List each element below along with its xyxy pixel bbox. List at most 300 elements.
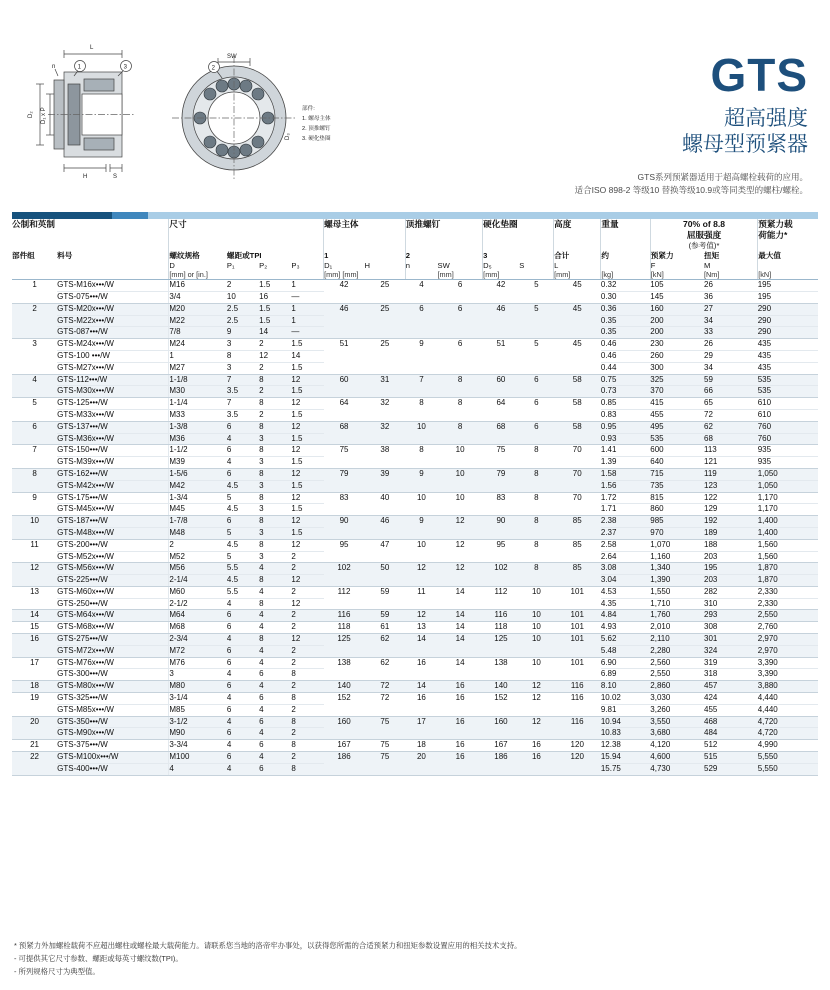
cell-p1: 6 xyxy=(227,445,259,457)
cell-part-no: GTS-M16x•••/W xyxy=(57,280,169,292)
cell-part-no: GTS-087•••/W xyxy=(57,327,169,339)
cell-torque: 195 xyxy=(704,563,758,575)
table-row[interactable] xyxy=(12,586,818,598)
table-row[interactable] xyxy=(12,303,818,315)
svg-text:2: 2 xyxy=(211,65,215,72)
cell-part-group: 22 xyxy=(12,752,57,776)
cell-ds: 118 xyxy=(483,622,520,634)
cell-p2: 6 xyxy=(259,763,291,775)
cell-l: 45 xyxy=(554,303,601,338)
cell-part-no: GTS-M100x•••/W xyxy=(57,752,169,764)
cell-sw: 14 xyxy=(438,622,483,634)
cell-p2: 3 xyxy=(259,527,291,539)
cell-torque: 512 xyxy=(704,740,758,752)
cell-torque: 310 xyxy=(704,598,758,610)
cell-preload-force: 495 xyxy=(650,421,704,433)
cell-max-preload: 935 xyxy=(758,457,818,469)
cell-d1: 160 xyxy=(324,716,365,740)
cell-part-no: GTS-M60x•••/W xyxy=(57,586,169,598)
cell-p3: 1.5 xyxy=(291,386,323,398)
cell-d1: 118 xyxy=(324,622,365,634)
cell-n: 7 xyxy=(405,374,437,398)
cell-thread-spec: M20 xyxy=(169,303,227,315)
cell-n: 10 xyxy=(405,539,437,563)
cell-l: 120 xyxy=(554,752,601,776)
svg-text:1: 1 xyxy=(77,64,81,71)
cell-max-preload: 4,440 xyxy=(758,693,818,705)
cell-part-no: GTS-325•••/W xyxy=(57,693,169,705)
svg-text:部件:: 部件: xyxy=(302,106,315,112)
cell-p3: — xyxy=(291,327,323,339)
cell-p2: 4 xyxy=(259,610,291,622)
cell-preload-force: 415 xyxy=(650,398,704,410)
cell-s: 8 xyxy=(519,445,553,469)
cell-preload-force: 1,390 xyxy=(650,575,704,587)
cell-p1: 7 xyxy=(227,374,259,386)
table-row[interactable] xyxy=(12,539,818,551)
cell-torque: 59 xyxy=(704,374,758,386)
footnote-2: - 可提供其它尺寸参数、螺距或每英寸螺纹数(TPI)。 xyxy=(14,954,183,964)
cell-torque: 113 xyxy=(704,445,758,457)
cell-thread-spec: 3 xyxy=(169,669,227,681)
cell-thread-spec: M60 xyxy=(169,586,227,598)
unit-kn: [kN] xyxy=(650,270,704,280)
table-row[interactable] xyxy=(12,280,818,292)
unit-ds-s: [mm] xyxy=(483,270,554,280)
cell-preload-force: 2,550 xyxy=(650,669,704,681)
cell-p3: 1.5 xyxy=(291,433,323,445)
cell-h: 72 xyxy=(364,681,405,693)
cell-ds: 95 xyxy=(483,539,520,563)
cell-n: 10 xyxy=(405,492,437,516)
table-row[interactable] xyxy=(12,398,818,410)
cell-l: 45 xyxy=(554,339,601,374)
cell-ds: 90 xyxy=(483,516,520,540)
symbol-l: L xyxy=(554,261,601,270)
cell-part-no: GTS-M90x•••/W xyxy=(57,728,169,740)
cell-torque: 123 xyxy=(704,480,758,492)
cell-part-group: 19 xyxy=(12,693,57,717)
table-symbol-row xyxy=(12,261,818,270)
cell-part-group: 7 xyxy=(12,445,57,469)
cell-p3: 2 xyxy=(291,610,323,622)
table-row[interactable] xyxy=(12,374,818,386)
cell-d1: 152 xyxy=(324,693,365,717)
cell-p2: 6 xyxy=(259,693,291,705)
cell-ds: 42 xyxy=(483,280,520,304)
cell-torque: 36 xyxy=(704,291,758,303)
cell-n: 16 xyxy=(405,657,437,681)
cell-preload-force: 815 xyxy=(650,492,704,504)
cell-torque: 66 xyxy=(704,386,758,398)
cell-preload-force: 1,710 xyxy=(650,598,704,610)
cell-sw: 16 xyxy=(438,752,483,776)
cell-l: 85 xyxy=(554,539,601,563)
cell-thread-spec: M39 xyxy=(169,457,227,469)
cell-part-group: 21 xyxy=(12,740,57,752)
cell-part-no: GTS-200•••/W xyxy=(57,539,169,551)
cell-p2: 3 xyxy=(259,457,291,469)
cell-max-preload: 3,390 xyxy=(758,657,818,669)
cell-h: 25 xyxy=(364,303,405,338)
cell-thread-spec: M16 xyxy=(169,280,227,292)
table-body xyxy=(12,280,818,775)
header-strength-line3: (参考值)* xyxy=(688,241,720,251)
cell-d1: 140 xyxy=(324,681,365,693)
cell-part-no: GTS-M80x•••/W xyxy=(57,681,169,693)
cell-n: 8 xyxy=(405,445,437,469)
cell-n: 13 xyxy=(405,622,437,634)
cell-part-no: GTS-100 •••/W xyxy=(57,350,169,362)
cell-p2: 8 xyxy=(259,598,291,610)
cell-p2: 8 xyxy=(259,398,291,410)
cell-preload-force: 535 xyxy=(650,433,704,445)
product-description-1: GTS系列预紧器适用于超高螺栓载荷的应用。 xyxy=(637,171,808,182)
table-row[interactable] xyxy=(12,339,818,351)
cell-d1: 138 xyxy=(324,657,365,681)
cell-s: 8 xyxy=(519,468,553,492)
cell-d1: 75 xyxy=(324,445,365,469)
cell-preload-force: 3,030 xyxy=(650,693,704,705)
cell-p1: 4.5 xyxy=(227,480,259,492)
cell-p1: 6 xyxy=(227,468,259,480)
cell-ds: 60 xyxy=(483,374,520,398)
cell-p2: 2 xyxy=(259,339,291,351)
svg-text:H: H xyxy=(83,174,88,180)
cell-p1: 4.5 xyxy=(227,539,259,551)
cell-max-preload: 435 xyxy=(758,350,818,362)
cell-part-no: GTS-300•••/W xyxy=(57,669,169,681)
cell-preload-force: 4,600 xyxy=(650,752,704,764)
cell-weight: 9.81 xyxy=(601,704,650,716)
cell-p3: 12 xyxy=(291,634,323,646)
cell-d1: 68 xyxy=(324,421,365,445)
cell-sw: 6 xyxy=(438,339,483,374)
table-row[interactable] xyxy=(12,740,818,752)
cell-l: 101 xyxy=(554,610,601,622)
cell-p1: 5 xyxy=(227,551,259,563)
symbol-n: n xyxy=(405,261,437,270)
cell-preload-force: 230 xyxy=(650,339,704,351)
cell-ds: 152 xyxy=(483,693,520,717)
cell-max-preload: 290 xyxy=(758,315,818,327)
cell-weight: 15.94 xyxy=(601,752,650,764)
cell-torque: 203 xyxy=(704,551,758,563)
subheader-thread-spec: 螺纹规格 xyxy=(169,251,227,260)
cell-ds: 160 xyxy=(483,716,520,740)
cell-thread-spec: M80 xyxy=(169,681,227,693)
cell-thread-spec: 3/4 xyxy=(169,291,227,303)
cell-part-group: 16 xyxy=(12,634,57,658)
table-sub-header-row xyxy=(12,251,818,260)
cell-torque: 65 xyxy=(704,398,758,410)
table-row[interactable] xyxy=(12,610,818,622)
cell-part-no: GTS-112•••/W xyxy=(57,374,169,386)
cell-p1: 7 xyxy=(227,398,259,410)
cell-p3: 12 xyxy=(291,421,323,433)
cell-torque: 192 xyxy=(704,516,758,528)
cell-torque: 34 xyxy=(704,362,758,374)
cell-sw: 8 xyxy=(438,398,483,422)
table-row[interactable] xyxy=(12,622,818,634)
cell-p3: 12 xyxy=(291,575,323,587)
cell-n: 9 xyxy=(405,468,437,492)
accent-bar xyxy=(12,212,818,219)
cell-s: 6 xyxy=(519,398,553,422)
svg-text:1. 螺母主体: 1. 螺母主体 xyxy=(302,116,331,122)
cell-max-preload: 435 xyxy=(758,339,818,351)
product-title: GTS xyxy=(710,49,808,101)
cell-thread-spec: M45 xyxy=(169,504,227,516)
cell-part-no: GTS-M52x•••/W xyxy=(57,551,169,563)
cell-sw: 6 xyxy=(438,280,483,304)
cell-p2: 8 xyxy=(259,575,291,587)
cell-l: 101 xyxy=(554,634,601,658)
symbol-sw: SW xyxy=(437,260,450,270)
cell-l: 120 xyxy=(554,740,601,752)
cell-preload-force: 200 xyxy=(650,327,704,339)
cell-p1: 2 xyxy=(227,280,259,292)
product-subtitle-2: 螺母型预紧器 xyxy=(682,133,808,157)
cell-thread-spec: M36 xyxy=(169,433,227,445)
cell-weight: 0.32 xyxy=(601,280,650,292)
cell-part-no: GTS-M39x•••/W xyxy=(57,457,169,469)
cell-n: 12 xyxy=(405,563,437,587)
cell-torque: 72 xyxy=(704,409,758,421)
cell-torque: 34 xyxy=(704,315,758,327)
cell-torque: 33 xyxy=(704,327,758,339)
cell-p1: 4 xyxy=(227,740,259,752)
cell-h: 25 xyxy=(364,280,405,304)
symbol-ds: D₅ xyxy=(483,261,520,270)
cell-thread-spec: 2-1/4 xyxy=(169,575,227,587)
cell-p1: 4 xyxy=(227,598,259,610)
cell-p3: 1.5 xyxy=(291,409,323,421)
cell-preload-force: 4,730 xyxy=(650,763,704,775)
table-row[interactable] xyxy=(12,693,818,705)
cell-p3: — xyxy=(291,291,323,303)
table-row[interactable] xyxy=(12,681,818,693)
cell-max-preload: 935 xyxy=(758,445,818,457)
cell-weight: 3.04 xyxy=(601,575,650,587)
cell-max-preload: 535 xyxy=(758,374,818,386)
cell-p2: 1.5 xyxy=(259,280,291,292)
cell-p2: 4 xyxy=(259,622,291,634)
cell-p1: 4 xyxy=(227,433,259,445)
cell-p2: 8 xyxy=(259,374,291,386)
table-row[interactable] xyxy=(12,492,818,504)
cell-max-preload: 535 xyxy=(758,386,818,398)
header-metric-imperial: 公制和英制 xyxy=(12,219,55,229)
cell-sw: 12 xyxy=(438,539,483,563)
cell-d1: 125 xyxy=(324,634,365,658)
cell-part-group: 14 xyxy=(12,610,57,622)
cell-max-preload: 1,870 xyxy=(758,575,818,587)
table-row[interactable] xyxy=(12,516,818,528)
svg-text:S: S xyxy=(113,174,118,180)
cell-part-group: 18 xyxy=(12,681,57,693)
header-strength xyxy=(650,219,757,251)
cell-torque: 319 xyxy=(704,657,758,669)
table-group-header-row xyxy=(12,219,818,251)
cell-p2: 4 xyxy=(259,645,291,657)
cell-torque: 455 xyxy=(704,704,758,716)
cell-sw: 14 xyxy=(438,610,483,622)
cell-s: 12 xyxy=(519,693,553,717)
cell-h: 72 xyxy=(364,693,405,717)
table-row[interactable] xyxy=(12,716,818,728)
cell-part-no: GTS-275•••/W xyxy=(57,634,169,646)
table-row[interactable] xyxy=(12,752,818,764)
cell-part-no: GTS-M36x•••/W xyxy=(57,433,169,445)
cell-preload-force: 2,560 xyxy=(650,657,704,669)
header-height: 高度 xyxy=(554,219,601,251)
cell-l: 85 xyxy=(554,563,601,587)
cell-p2: 4 xyxy=(259,704,291,716)
subheader-torque: 扭矩 xyxy=(704,251,720,261)
cell-p2: 6 xyxy=(259,669,291,681)
cell-sw: 8 xyxy=(438,374,483,398)
cell-max-preload: 195 xyxy=(758,280,818,292)
cell-part-group: 9 xyxy=(12,492,57,516)
table-row[interactable] xyxy=(12,468,818,480)
cell-thread-spec: 3-1/4 xyxy=(169,693,227,705)
cell-preload-force: 735 xyxy=(650,480,704,492)
cell-part-no: GTS-M56x•••/W xyxy=(57,563,169,575)
cell-p2: 2 xyxy=(259,409,291,421)
cell-torque: 121 xyxy=(704,457,758,469)
cell-part-group: 13 xyxy=(12,586,57,610)
cell-p3: 1.5 xyxy=(291,457,323,469)
cell-p1: 5 xyxy=(227,527,259,539)
cell-p1: 6 xyxy=(227,752,259,764)
table-row[interactable] xyxy=(12,421,818,433)
cell-s: 6 xyxy=(519,421,553,445)
cell-preload-force: 3,680 xyxy=(650,728,704,740)
cell-weight: 5.62 xyxy=(601,634,650,646)
cell-p2: 1.5 xyxy=(259,315,291,327)
cell-part-no: GTS-175•••/W xyxy=(57,492,169,504)
cell-ds: 75 xyxy=(483,445,520,469)
cell-s: 5 xyxy=(519,339,553,374)
cell-torque: 293 xyxy=(704,610,758,622)
cell-n: 11 xyxy=(405,586,437,610)
cell-p3: 1 xyxy=(291,315,323,327)
cell-max-preload: 4,440 xyxy=(758,704,818,716)
cell-weight: 1.72 xyxy=(601,492,650,504)
cell-max-preload: 290 xyxy=(758,327,818,339)
cell-l: 116 xyxy=(554,681,601,693)
cell-preload-force: 640 xyxy=(650,457,704,469)
table-row[interactable] xyxy=(12,657,818,669)
header-preload-line1: 预紧力载 xyxy=(758,219,793,229)
brand-block xyxy=(378,49,808,198)
cell-torque: 62 xyxy=(704,421,758,433)
cell-part-no: GTS-M48x•••/W xyxy=(57,527,169,539)
cell-p1: 3.5 xyxy=(227,386,259,398)
header-nut-body: 螺母主体 xyxy=(324,219,406,251)
cell-h: 47 xyxy=(364,539,405,563)
cell-s: 8 xyxy=(519,492,553,516)
cell-weight: 8.10 xyxy=(601,681,650,693)
cell-preload-force: 2,860 xyxy=(650,681,704,693)
unit-l: [mm] xyxy=(554,270,601,280)
symbol-d: D xyxy=(169,261,227,270)
cell-max-preload: 2,970 xyxy=(758,645,818,657)
cell-weight: 0.30 xyxy=(601,291,650,303)
cell-n: 14 xyxy=(405,681,437,693)
cell-max-preload: 610 xyxy=(758,409,818,421)
cell-preload-force: 2,010 xyxy=(650,622,704,634)
cell-torque: 282 xyxy=(704,586,758,598)
cell-n: 20 xyxy=(405,752,437,776)
cell-s: 6 xyxy=(519,374,553,398)
cell-max-preload: 4,990 xyxy=(758,740,818,752)
cell-s: 10 xyxy=(519,622,553,634)
table-row[interactable] xyxy=(12,445,818,457)
cell-p1: 5.5 xyxy=(227,586,259,598)
cell-p2: 4 xyxy=(259,752,291,764)
cell-s: 5 xyxy=(519,303,553,338)
cell-l: 70 xyxy=(554,492,601,516)
header-strength-line2: 屈服强度 xyxy=(686,229,722,240)
cell-preload-force: 970 xyxy=(650,527,704,539)
cell-max-preload: 760 xyxy=(758,421,818,433)
cell-max-preload: 290 xyxy=(758,303,818,315)
cell-p1: 4.5 xyxy=(227,504,259,516)
cell-weight: 12.38 xyxy=(601,740,650,752)
cell-l: 116 xyxy=(554,716,601,740)
cell-max-preload: 2,330 xyxy=(758,598,818,610)
cell-p2: 6 xyxy=(259,716,291,728)
cell-weight: 4.35 xyxy=(601,598,650,610)
table-row[interactable] xyxy=(12,563,818,575)
cell-max-preload: 1,560 xyxy=(758,539,818,551)
cell-part-group: 6 xyxy=(12,421,57,445)
cell-p3: 8 xyxy=(291,693,323,705)
cell-torque: 129 xyxy=(704,504,758,516)
cell-preload-force: 370 xyxy=(650,386,704,398)
cell-p2: 8 xyxy=(259,468,291,480)
cell-part-no: GTS-162•••/W xyxy=(57,468,169,480)
cell-torque: 188 xyxy=(704,539,758,551)
cell-thread-spec: M56 xyxy=(169,563,227,575)
cell-d1: 83 xyxy=(324,492,365,516)
header-preload-line2: 荷能力* xyxy=(758,229,788,240)
table-row[interactable] xyxy=(12,634,818,646)
cell-torque: 203 xyxy=(704,575,758,587)
cell-part-no: GTS-M64x•••/W xyxy=(57,610,169,622)
cell-sw: 10 xyxy=(438,445,483,469)
cell-p3: 12 xyxy=(291,492,323,504)
cell-l: 85 xyxy=(554,516,601,540)
cell-p1: 10 xyxy=(227,291,259,303)
cell-h: 38 xyxy=(364,445,405,469)
cell-weight: 0.46 xyxy=(601,350,650,362)
cell-p2: 3 xyxy=(259,433,291,445)
cell-l: 101 xyxy=(554,622,601,634)
subheader-pitch-tpi: 螺距或TPI xyxy=(226,251,262,261)
cell-weight: 0.35 xyxy=(601,315,650,327)
cell-s: 8 xyxy=(519,563,553,587)
cell-max-preload: 4,720 xyxy=(758,716,818,728)
cell-p1: 9 xyxy=(227,327,259,339)
cell-sw: 14 xyxy=(438,586,483,610)
cell-p3: 1.5 xyxy=(291,339,323,351)
cell-weight: 1.39 xyxy=(601,457,650,469)
cell-sw: 16 xyxy=(438,693,483,717)
header-strength-line1: 70% of 8.8 xyxy=(682,219,726,229)
